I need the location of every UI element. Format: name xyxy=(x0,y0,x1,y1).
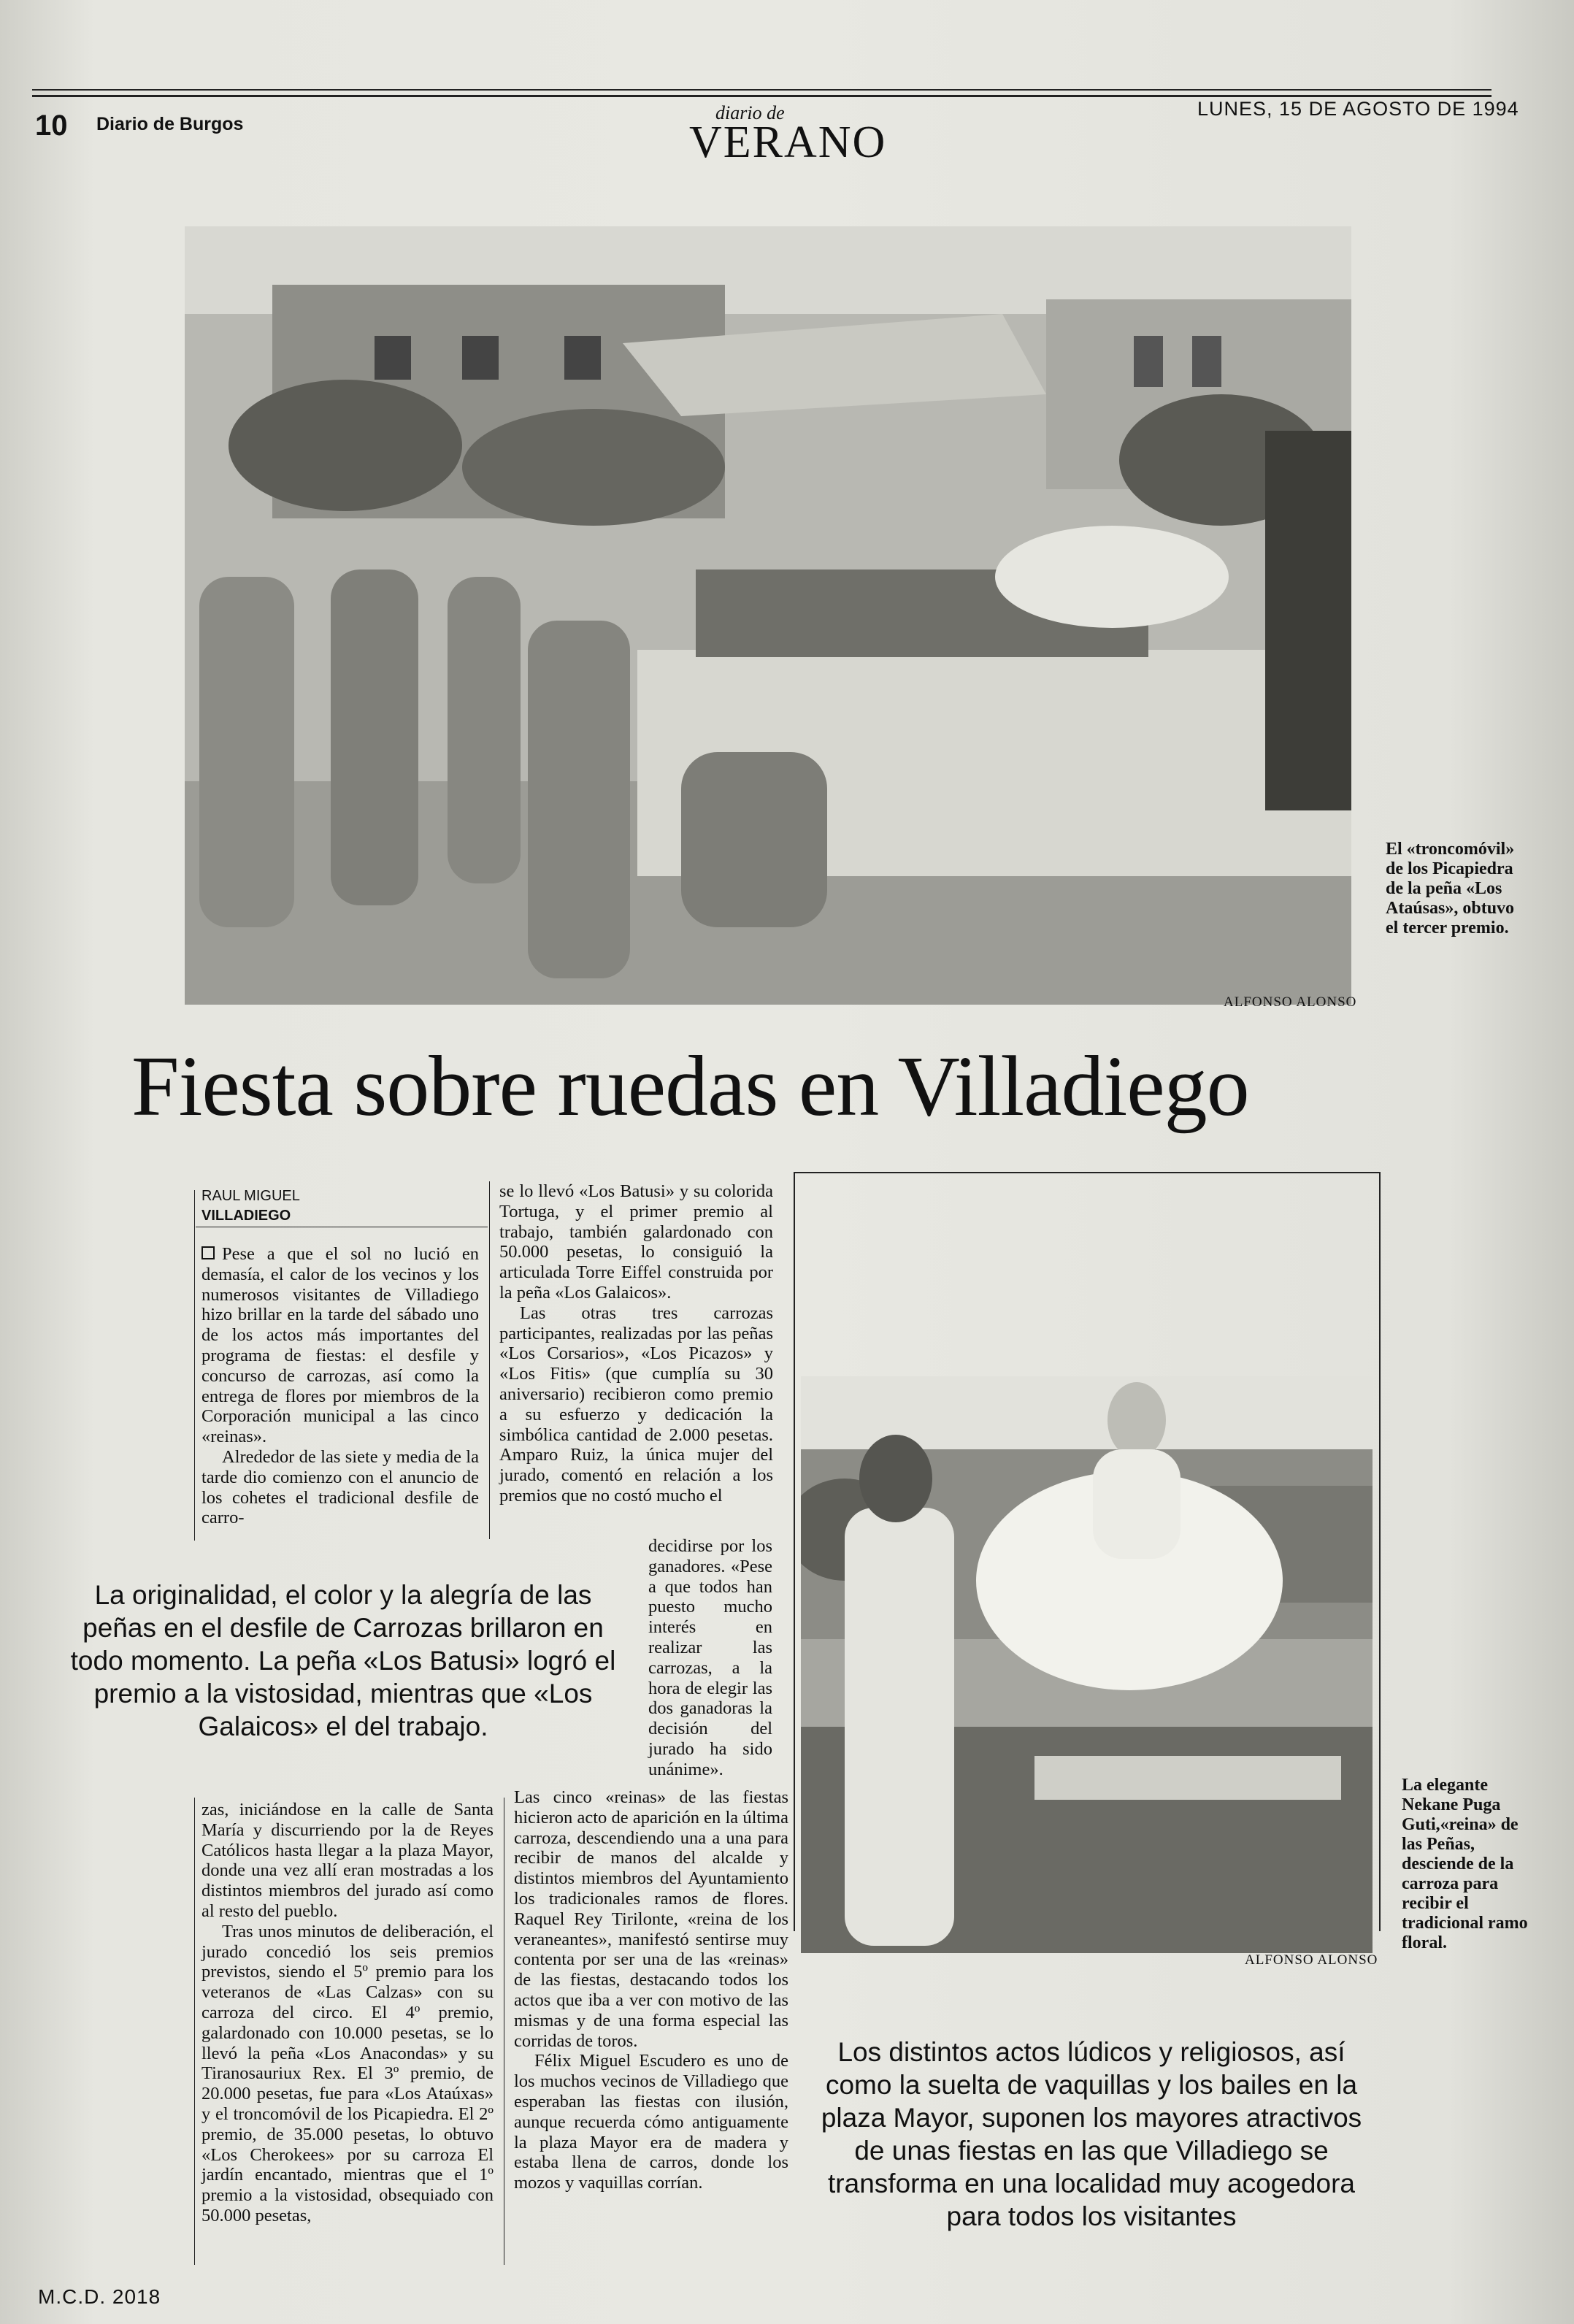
col2-bottom-p1: Las cinco «reinas» de las fiestas hicieron acto de aparición en la última carroza, descendiendo una a una para recibir de manos del alcalde y distintos miembros del Ayuntamiento los tradicionales ramos de flores. Raquel Rey Tirilonte, «reina de los veraneantes», manifestó sentirse muy contenta por ser una de las «reinas» de las fiestas, destacando todos los actos que iba a ver con motivo de las mismas y de una forma especial las corridas de toros. xyxy=(514,1787,788,2051)
paper-name: Diario de Burgos xyxy=(96,114,244,134)
byline-place: VILLADIEGO xyxy=(201,1208,291,1224)
column-1-bottom-left-rule xyxy=(194,1798,195,2265)
column-1-bottom xyxy=(201,1800,494,2226)
pull-quote-2: Los distintos actos lúdicos y religiosos, así como la suelta de vaquillas y los bailes en la plaza Mayor, suponen los mayores atractivos de unas fiestas en las que Villadiego se transforma en una localidad muy acogedora para todos los visitantes xyxy=(821,2037,1362,2231)
section-logo xyxy=(686,101,887,167)
issue-date: LUNES, 15 DE AGOSTO DE 1994 xyxy=(1197,98,1519,120)
second-photo-caption: La elegante Nekane Puga Guti,«reina» de las Peñas, desciende de la carroza para recibir el tradicional ramo floral. xyxy=(1402,1776,1528,1952)
reina-photo-graphic xyxy=(801,1376,1373,1953)
byline xyxy=(201,1186,300,1226)
column-divider-top xyxy=(489,1181,490,1539)
col2-narrow-text: decidirse por los ganadores. «Pese a que todos han puesto mucho interés en realizar las carrozas, a la hora de elegir las dos ganadoras la decisión del jurado ha sido unánime». xyxy=(648,1536,772,1779)
second-photo-credit: ALFONSO ALONSO xyxy=(1245,1952,1378,1968)
column-2-bottom xyxy=(514,1787,788,2193)
bullet-box-icon xyxy=(201,1246,215,1259)
col2-bottom-p2: Félix Miguel Escudero es uno de los muchos vecinos de Villadiego que esperaban las fiestas con ilusión, aunque recuerda cómo antiguamente la plaza Mayor era de madera y estaba llena de carros, donde los mozos y vaquillas corrían. xyxy=(514,2051,788,2193)
top-photo xyxy=(185,226,1351,1005)
footer-code: M.C.D. 2018 xyxy=(38,2285,161,2308)
pull-quote-1: La originalidad, el color y la alegría de las peñas en el desfile de Carrozas brillaron en todo momento. La peña «Los Batusi» logró el premio a la vistosidad, mientras que «Los Galaicos» el del trabajo. xyxy=(70,1580,616,1741)
column-1-left-rule xyxy=(194,1190,195,1541)
photo2-frame-top xyxy=(794,1172,1381,1173)
col1-top-p1: Pese a que el sol no lució en demasía, el calor de los vecinos y los numerosos visitantes de Villadiego hizo brillar en la tarde del sábado uno de los actos más importantes del programa de fiestas: el desfile y concurso de carrozas, así como la entrega de flores por miembros de la Corporación municipal a las cinco «reinas». xyxy=(201,1244,479,1447)
top-photo-credit: ALFONSO ALONSO xyxy=(1224,994,1357,1010)
second-photo xyxy=(801,1376,1373,1953)
column-2-top xyxy=(499,1181,773,1506)
col2-top-p1: se lo llevó «Los Batusi» y su colorida Tortuga, y el primer premio al trabajo, también galardonado con 50.000 pesetas, lo consiguió la articulada Torre Eiffel construida por la peña «Los Galaicos». xyxy=(499,1181,773,1303)
col2-top-p2: Las otras tres carrozas participantes, realizadas por las peñas «Los Corsarios», «Los Picazos» y «Los Fitis» (que cumplía su 30 aniversario) recibieron como premio a su esfuerzo y dedicación la simbólica cantidad de 2.000 pesetas. Amparo Ruiz, la única mujer del jurado, comentó en relación a los premios que no costó mucho el xyxy=(499,1303,773,1506)
logo-small-text: diario de xyxy=(715,102,785,123)
headline: Fiesta sobre ruedas en Villadiego xyxy=(131,1038,1249,1134)
top-photo-caption: El «troncomóvil» de los Picapiedra de la peña «Los Ataúsas», obtuvo el tercer premio. xyxy=(1386,840,1515,937)
col1-top-p2: Alrededor de las siete y media de la tarde dio comienzo con el anuncio de los cohetes el tradicional desfile de carro- xyxy=(201,1446,479,1528)
header-top-rule xyxy=(32,89,1492,91)
float-photo-graphic xyxy=(185,226,1351,1005)
photo2-frame-left xyxy=(794,1172,795,1931)
header-rule xyxy=(32,95,1492,97)
col1-bottom-p2: Tras unos minutos de deliberación, el jurado concedió los seis premios previstos, siendo el 5º premio para los veteranos de «Las Calzas» con su carroza del circo. El 4º premio, galardonado con 10.000 pesetas, se lo llevó la peña «Los Anacondas» y su Tiranosauriux Rex. El 3º premio, de 20.000 pesetas, fue para «Los Ataúxas» y el troncomóvil de los Picapiedra. El 2º premio, de 35.000 pesetas, lo obtuvo «Los Cherokees» por su carroza El jardín encantado, mientras que el 1º premio a la vistosidad, obsequiado con 50.000 pesetas, xyxy=(201,1921,494,2225)
column-1-top xyxy=(201,1244,479,1528)
photo2-frame-right xyxy=(1379,1172,1381,1931)
logo-big-text: VERANO xyxy=(689,118,887,167)
column-2-narrow xyxy=(648,1536,772,1780)
byline-author: RAUL MIGUEL xyxy=(201,1188,300,1204)
page-number: 10 xyxy=(35,110,68,142)
col1-bottom-p1: zas, iniciándose en la calle de Santa María y discurriendo por la de Reyes Católicos hasta llegar a la plaza Mayor, donde una vez allí eran mostradas a los distintos miembros del jurado así como al resto del pueblo. xyxy=(201,1800,494,1921)
